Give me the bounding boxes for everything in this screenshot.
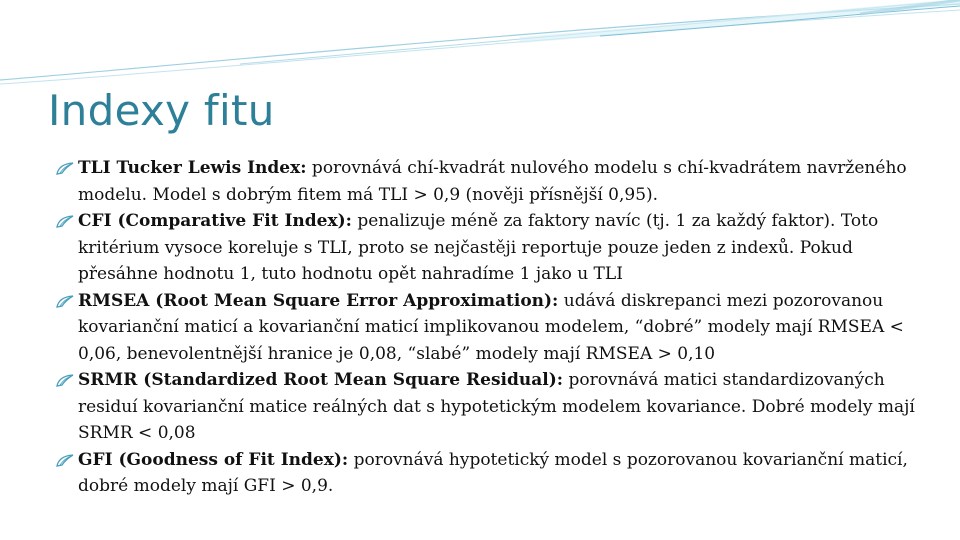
bullet-icon [56, 214, 74, 228]
item-text: udává diskrepanci mezi pozorovanou kovarianční maticí a kovarianční maticí implikovanou modelem, “dobré” modely mají RMSEA < 0,06, benevolentnější hranice je 0,08, “slabé” modely mají RMSEA > 0,10 [78, 290, 904, 364]
list-item-srmr [56, 367, 916, 447]
item-text: porovnává matici standardizovaných residuí kovarianční matice reálných dat s hypotetickým modelem kovariance. Dobré modely mají SRMR < 0,08 [78, 370, 915, 443]
list-item-tli [56, 155, 916, 208]
item-term: RMSEA (Root Mean Square Error Approximation): [78, 290, 559, 311]
item-term: CFI (Comparative Fit Index): [78, 211, 352, 231]
item-term: GFI (Goodness of Fit Index): [78, 449, 349, 470]
bullet-icon [56, 294, 74, 308]
list-item-cfi [56, 208, 916, 288]
item-term: SRMR (Standardized Root Mean Square Residual): [78, 370, 564, 390]
list-item-gfi [56, 447, 916, 500]
item-text: porovnává hypotetický model s pozorovanou kovarianční maticí, dobré modely mají GFI > 0,9. [78, 449, 908, 496]
bullet-icon [56, 373, 74, 387]
bullet-icon [56, 161, 74, 175]
fit-index-list [56, 155, 916, 500]
bullet-icon [56, 453, 74, 467]
item-text: penalizuje méně za faktory navíc (tj. 1 za každý faktor). Toto kritérium vysoce koreluje s TLI, proto se nejčastěji reportuje pouze jeden z indexů. Pokud přesáhne hodnotu 1, tuto hodnotu opět nahradíme 1 jako u TLI [78, 211, 879, 284]
slide-title: Indexy fitu [48, 86, 275, 135]
item-text: porovnává chí-kvadrát nulového modelu s chí-kvadrátem navrženého modelu. Model s dobrým fitem má TLI > 0,9 (nověji přísnější 0,95). [78, 158, 907, 205]
list-item-rmsea [56, 288, 916, 368]
item-term: TLI Tucker Lewis Index: [78, 158, 307, 178]
header-wave-decoration [0, 0, 960, 100]
